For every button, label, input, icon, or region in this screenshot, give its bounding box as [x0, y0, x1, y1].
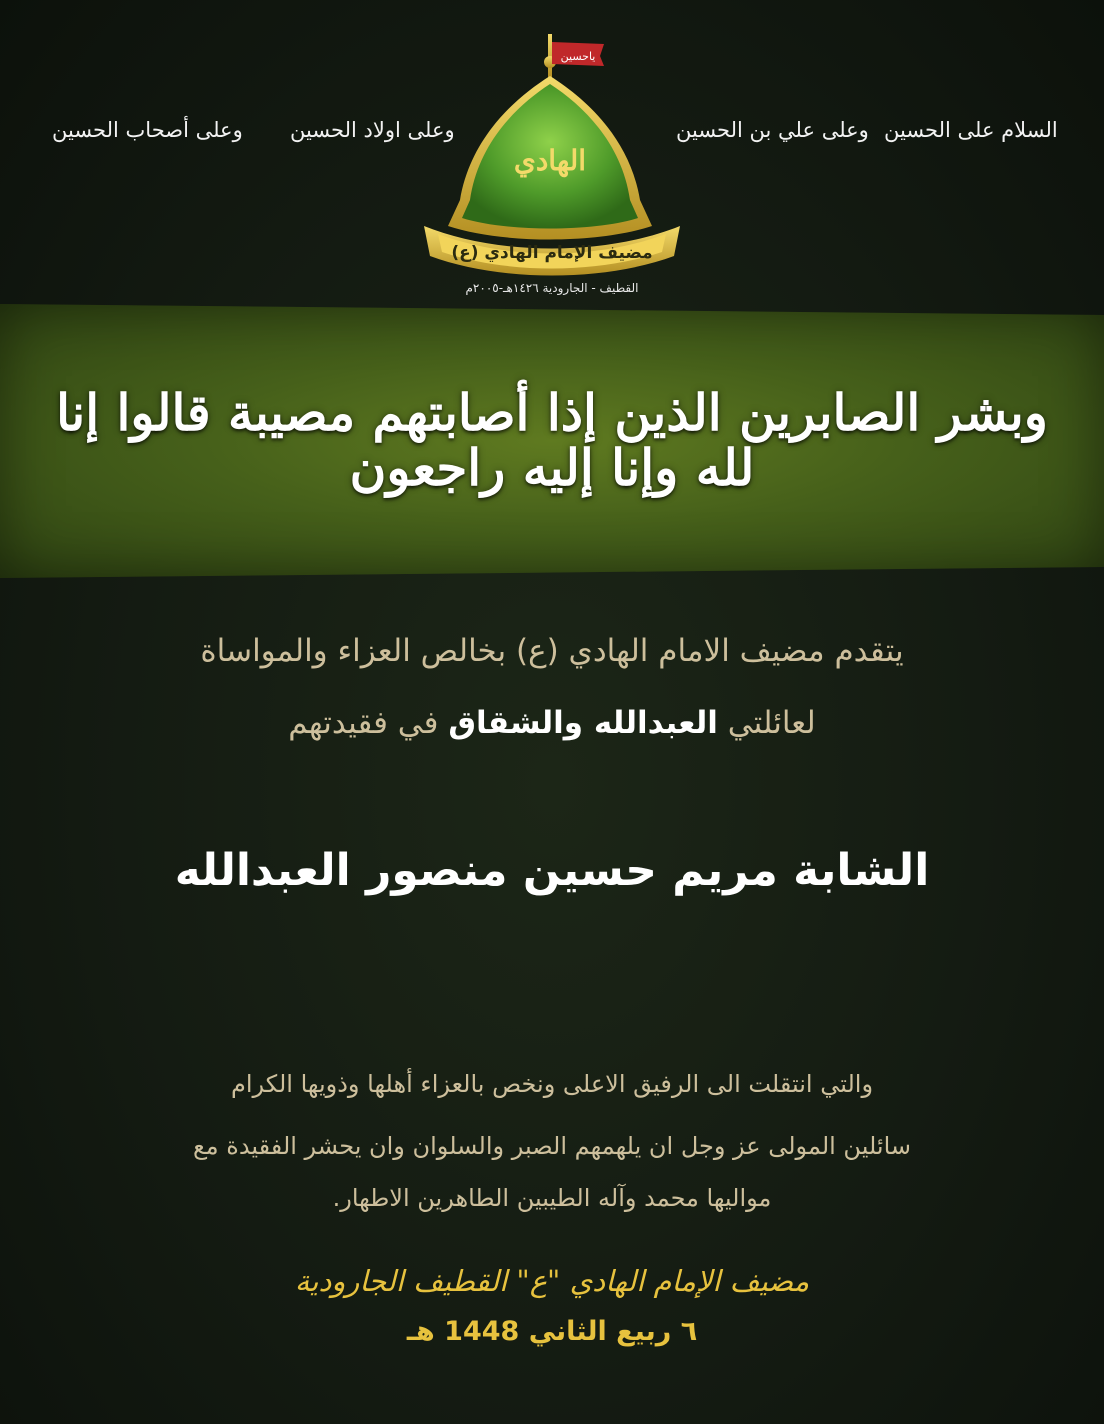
deceased-name: الشابة مريم حسين منصور العبدالله	[174, 845, 930, 896]
hijri-date: ٦ ربيع الثاني 1448 هـ	[406, 1316, 698, 1347]
salutation-2: وعلى علي بن الحسين	[676, 118, 869, 142]
logo-caption: القطيف - الجارودية ١٤٢٦هـ-٢٠٠٥م	[465, 281, 639, 295]
dome-text: الهادي	[513, 144, 587, 177]
dome-logo-icon	[418, 30, 686, 300]
families-names: العبدالله والشقاق	[448, 705, 718, 741]
ribbon-text: مضيف الإمام الهادي (ع)	[451, 243, 653, 263]
salutation-4: وعلى أصحاب الحسين	[52, 118, 243, 142]
prayer-line-1: والتي انتقلت الى الرفيق الاعلى ونخص بالعزاء أهلها وذويها الكرام	[230, 1070, 874, 1098]
salutation-3: وعلى اولاد الحسين	[290, 118, 455, 142]
logo	[418, 30, 686, 300]
signature: مضيف الإمام الهادي "ع" القطيف الجارودية	[294, 1264, 810, 1298]
flag-text: ياحسين	[560, 50, 596, 63]
families-line	[60, 705, 1044, 741]
families-line-end: في فقيدتهم	[288, 705, 439, 741]
quran-verse: وبشر الصابرين الذين إذا أصابتهم مصيبة قالوا إنا لله وإنا إليه راجعون	[56, 383, 1048, 497]
salutation-1: السلام على الحسين	[884, 118, 1058, 142]
prayer-line-2: سائلين المولى عز وجل ان يلهمهم الصبر والسلوان وان يحشر الفقيدة مع	[192, 1132, 911, 1160]
prayer-line-3: مواليها محمد وآله الطيبين الطاهرين الاطهار.	[332, 1184, 772, 1212]
intro-line: يتقدم مضيف الامام الهادي (ع) بخالص العزاء والمواساة	[200, 633, 904, 669]
families-line-start: لعائلتي	[727, 705, 816, 741]
